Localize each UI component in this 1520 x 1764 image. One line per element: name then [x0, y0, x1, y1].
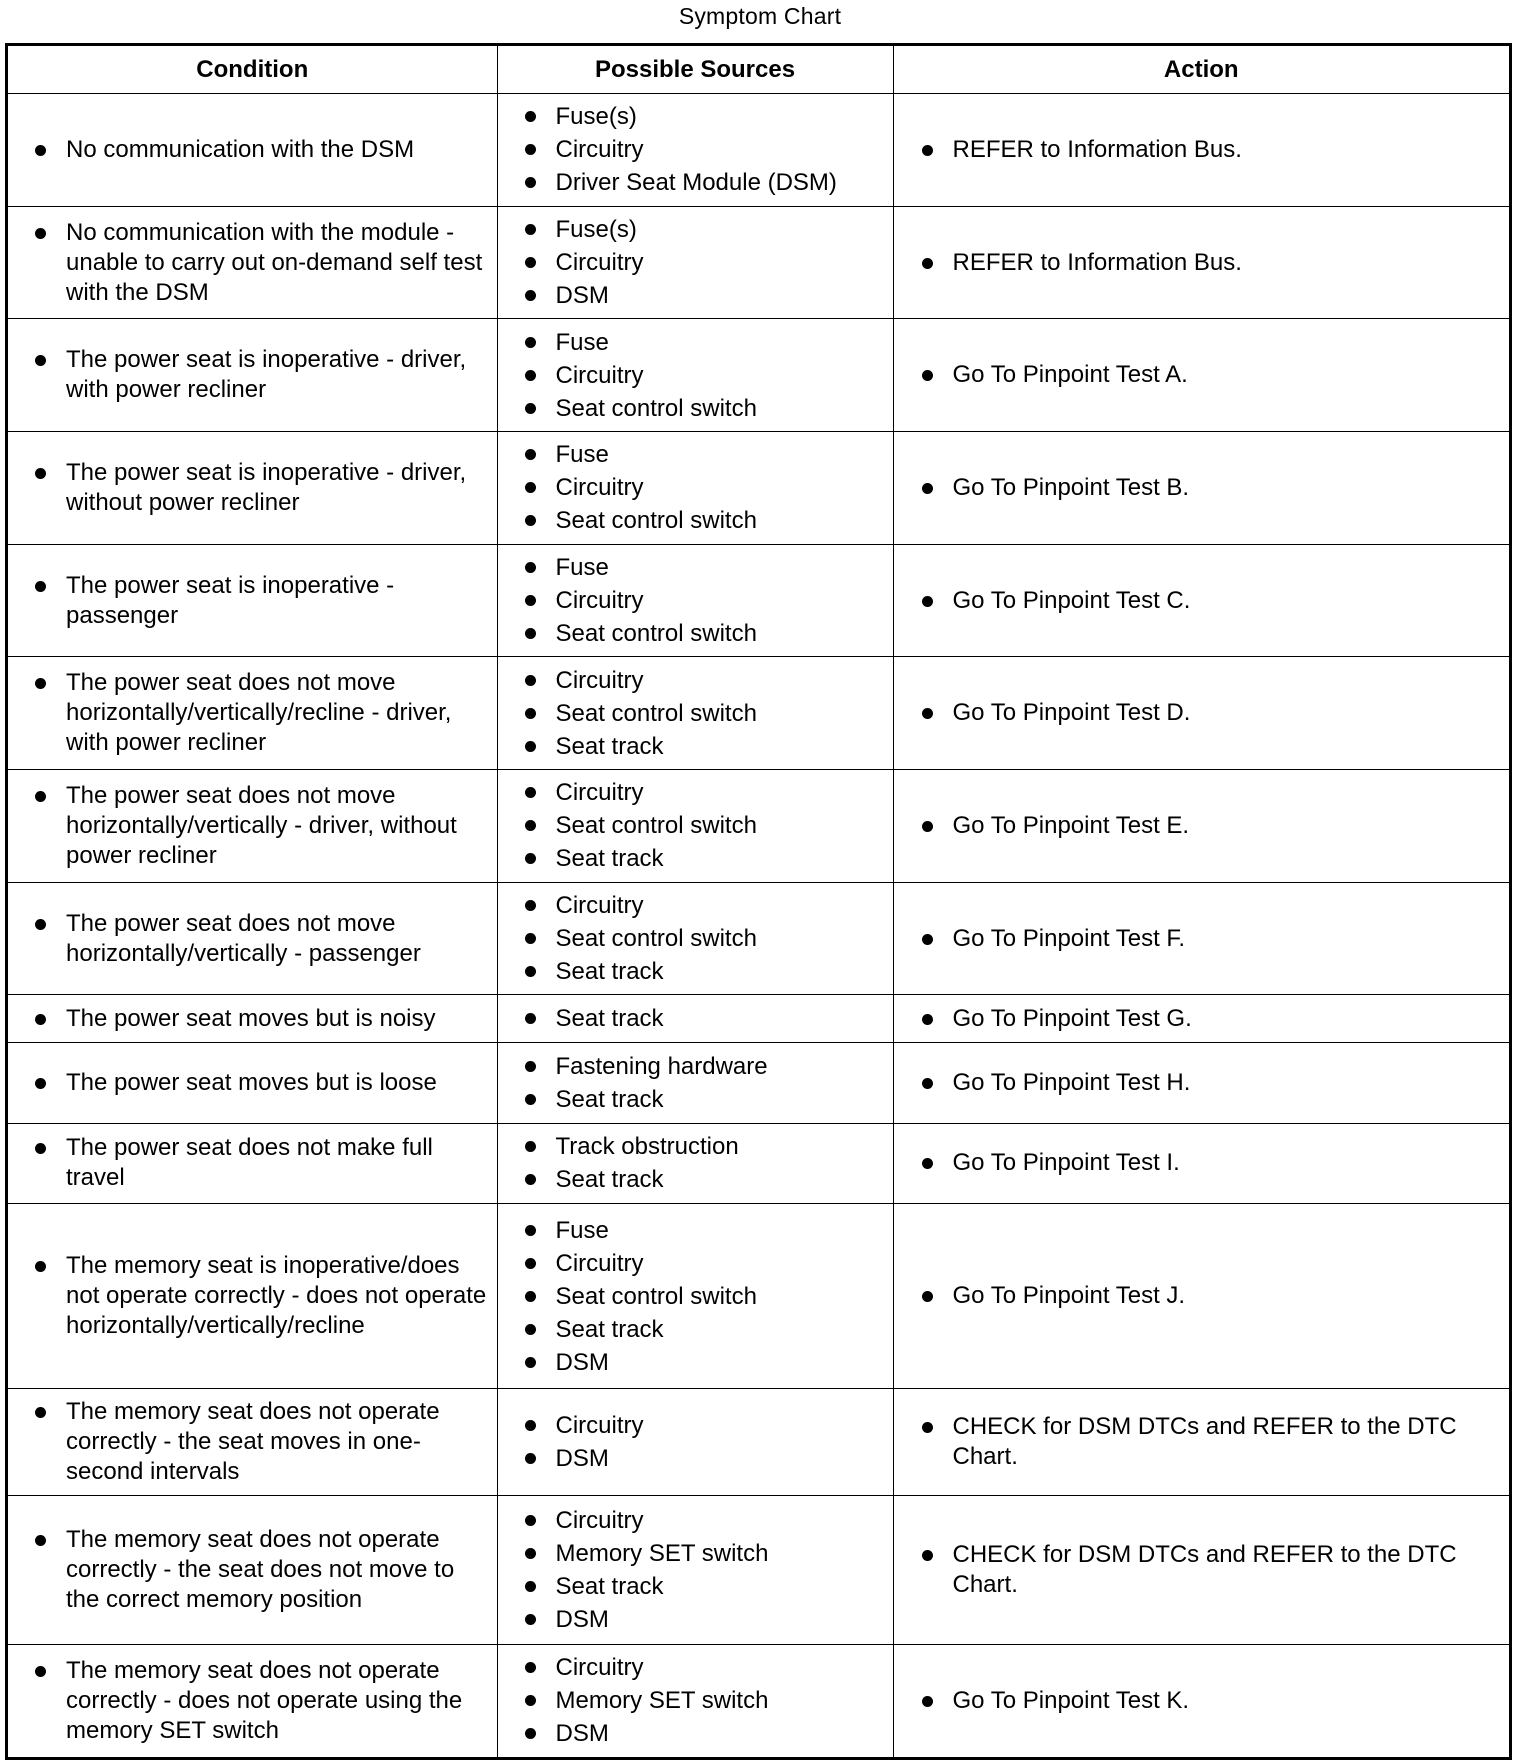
source-item: DSM	[498, 1603, 893, 1636]
source-item: Circuitry	[498, 664, 893, 697]
condition-text: The memory seat does not operate correctly - does not operate using the memory SET switch	[8, 1656, 497, 1746]
condition-cell	[8, 1204, 497, 1389]
header-row	[8, 46, 1509, 94]
source-item: Circuitry	[498, 359, 893, 392]
source-item: Fastening hardware	[498, 1050, 893, 1083]
action-cell	[893, 544, 1509, 657]
table-row	[8, 1123, 1509, 1203]
source-item: Seat track	[498, 1570, 893, 1603]
action-text: Go To Pinpoint Test I.	[894, 1148, 1510, 1178]
action-cell	[893, 319, 1509, 432]
condition-cell	[8, 1389, 497, 1496]
condition-text: The power seat moves but is noisy	[8, 1004, 497, 1034]
source-item: Fuse	[498, 326, 893, 359]
condition-cell	[8, 206, 497, 319]
condition-cell	[8, 995, 497, 1043]
source-item: Seat track	[498, 1083, 893, 1116]
possible-sources-cell	[497, 1204, 893, 1389]
possible-sources-cell	[497, 1496, 893, 1644]
possible-sources-cell	[497, 206, 893, 319]
source-item: Circuitry	[498, 584, 893, 617]
header-condition: Condition	[8, 46, 497, 94]
source-item: Fuse(s)	[498, 100, 893, 133]
source-item: Track obstruction	[498, 1130, 893, 1163]
source-item: Seat track	[498, 1313, 893, 1346]
action-text: Go To Pinpoint Test F.	[894, 924, 1510, 954]
possible-sources-cell	[497, 544, 893, 657]
header-possible-sources: Possible Sources	[497, 46, 893, 94]
action-text: Go To Pinpoint Test H.	[894, 1068, 1510, 1098]
source-item: DSM	[498, 279, 893, 312]
source-item: Memory SET switch	[498, 1537, 893, 1570]
source-item: Circuitry	[498, 246, 893, 279]
condition-cell	[8, 432, 497, 545]
condition-cell	[8, 544, 497, 657]
condition-text: The memory seat is inoperative/does not operate correctly - does not operate horizontally/vertically/recline	[8, 1251, 497, 1341]
source-item: Circuitry	[498, 471, 893, 504]
source-item: DSM	[498, 1346, 893, 1379]
symptom-table	[8, 46, 1509, 1757]
source-item: Circuitry	[498, 1651, 893, 1684]
action-text: Go To Pinpoint Test E.	[894, 811, 1510, 841]
chart-title: Symptom Chart	[678, 3, 842, 29]
possible-sources-cell	[497, 995, 893, 1043]
source-item: Seat control switch	[498, 504, 893, 537]
table-row	[8, 319, 1509, 432]
condition-text: No communication with the module - unable to carry out on-demand self test with the DSM	[8, 218, 497, 308]
condition-text: The memory seat does not operate correctly - the seat moves in one-second intervals	[8, 1397, 497, 1487]
action-text: Go To Pinpoint Test B.	[894, 473, 1510, 503]
condition-text: The power seat is inoperative - passenger	[8, 571, 497, 631]
source-item: Fuse	[498, 438, 893, 471]
condition-cell	[8, 1043, 497, 1123]
source-item: Circuitry	[498, 1504, 893, 1537]
source-item: Fuse(s)	[498, 213, 893, 246]
condition-text: The power seat does not move horizontally/vertically - passenger	[8, 909, 497, 969]
source-item: Circuitry	[498, 776, 893, 809]
source-item: Driver Seat Module (DSM)	[498, 166, 893, 199]
action-text: Go To Pinpoint Test K.	[894, 1686, 1510, 1716]
possible-sources-cell	[497, 432, 893, 545]
source-item: Seat control switch	[498, 1280, 893, 1313]
condition-text: The power seat does not move horizontally/vertically/recline - driver, with power recliner	[8, 668, 497, 758]
possible-sources-cell	[497, 770, 893, 883]
table-body	[8, 94, 1509, 1758]
table-row	[8, 1644, 1509, 1757]
source-item: Memory SET switch	[498, 1684, 893, 1717]
action-cell	[893, 1389, 1509, 1496]
table-row	[8, 206, 1509, 319]
action-text: Go To Pinpoint Test C.	[894, 586, 1510, 616]
source-item: Fuse	[498, 551, 893, 584]
source-item: DSM	[498, 1717, 893, 1750]
source-item: Seat control switch	[498, 697, 893, 730]
source-item: Seat track	[498, 1002, 893, 1035]
table-row	[8, 882, 1509, 995]
source-item: Circuitry	[498, 1409, 893, 1442]
source-item: Seat track	[498, 730, 893, 763]
source-item: DSM	[498, 1442, 893, 1475]
table-row	[8, 544, 1509, 657]
action-text: Go To Pinpoint Test D.	[894, 698, 1510, 728]
condition-cell	[8, 1123, 497, 1203]
header-action: Action	[893, 46, 1509, 94]
action-text: REFER to Information Bus.	[894, 248, 1510, 278]
condition-cell	[8, 1496, 497, 1644]
action-cell	[893, 995, 1509, 1043]
action-cell	[893, 94, 1509, 207]
source-item: Circuitry	[498, 133, 893, 166]
condition-text: The power seat is inoperative - driver, without power recliner	[8, 458, 497, 518]
possible-sources-cell	[497, 1644, 893, 1757]
condition-cell	[8, 1644, 497, 1757]
action-text: CHECK for DSM DTCs and REFER to the DTC Chart.	[894, 1540, 1510, 1600]
condition-cell	[8, 770, 497, 883]
source-item: Seat control switch	[498, 392, 893, 425]
condition-text: The power seat moves but is loose	[8, 1068, 497, 1098]
action-cell	[893, 770, 1509, 883]
action-text: REFER to Information Bus.	[894, 135, 1510, 165]
action-cell	[893, 206, 1509, 319]
source-item: Circuitry	[498, 889, 893, 922]
source-item: Seat control switch	[498, 922, 893, 955]
condition-text: No communication with the DSM	[8, 135, 497, 165]
possible-sources-cell	[497, 1389, 893, 1496]
condition-text: The memory seat does not operate correctly - the seat does not move to the correct memory position	[8, 1525, 497, 1615]
symptom-chart-table	[5, 43, 1512, 1760]
action-text: CHECK for DSM DTCs and REFER to the DTC Chart.	[894, 1412, 1510, 1472]
action-text: Go To Pinpoint Test A.	[894, 360, 1510, 390]
action-cell	[893, 882, 1509, 995]
table-row	[8, 94, 1509, 207]
condition-cell	[8, 94, 497, 207]
table-row	[8, 1496, 1509, 1644]
source-item: Seat track	[498, 1163, 893, 1196]
action-cell	[893, 1043, 1509, 1123]
condition-cell	[8, 319, 497, 432]
action-text: Go To Pinpoint Test J.	[894, 1281, 1510, 1311]
condition-text: The power seat is inoperative - driver, with power recliner	[8, 345, 497, 405]
possible-sources-cell	[497, 1043, 893, 1123]
table-row	[8, 1204, 1509, 1389]
source-item: Circuitry	[498, 1247, 893, 1280]
source-item: Seat control switch	[498, 617, 893, 650]
condition-cell	[8, 657, 497, 770]
table-row	[8, 1389, 1509, 1496]
possible-sources-cell	[497, 319, 893, 432]
action-cell	[893, 1123, 1509, 1203]
action-cell	[893, 432, 1509, 545]
possible-sources-cell	[497, 657, 893, 770]
source-item: Seat track	[498, 955, 893, 988]
action-cell	[893, 657, 1509, 770]
table-row	[8, 1043, 1509, 1123]
possible-sources-cell	[497, 1123, 893, 1203]
condition-text: The power seat does not make full travel	[8, 1133, 497, 1193]
table-row	[8, 657, 1509, 770]
table-row	[8, 770, 1509, 883]
condition-text: The power seat does not move horizontally/vertically - driver, without power recliner	[8, 781, 497, 871]
action-cell	[893, 1204, 1509, 1389]
table-row	[8, 432, 1509, 545]
source-item: Fuse	[498, 1214, 893, 1247]
possible-sources-cell	[497, 94, 893, 207]
action-cell	[893, 1644, 1509, 1757]
condition-cell	[8, 882, 497, 995]
source-item: Seat control switch	[498, 809, 893, 842]
possible-sources-cell	[497, 882, 893, 995]
table-row	[8, 995, 1509, 1043]
source-item: Seat track	[498, 842, 893, 875]
action-cell	[893, 1496, 1509, 1644]
action-text: Go To Pinpoint Test G.	[894, 1004, 1510, 1034]
